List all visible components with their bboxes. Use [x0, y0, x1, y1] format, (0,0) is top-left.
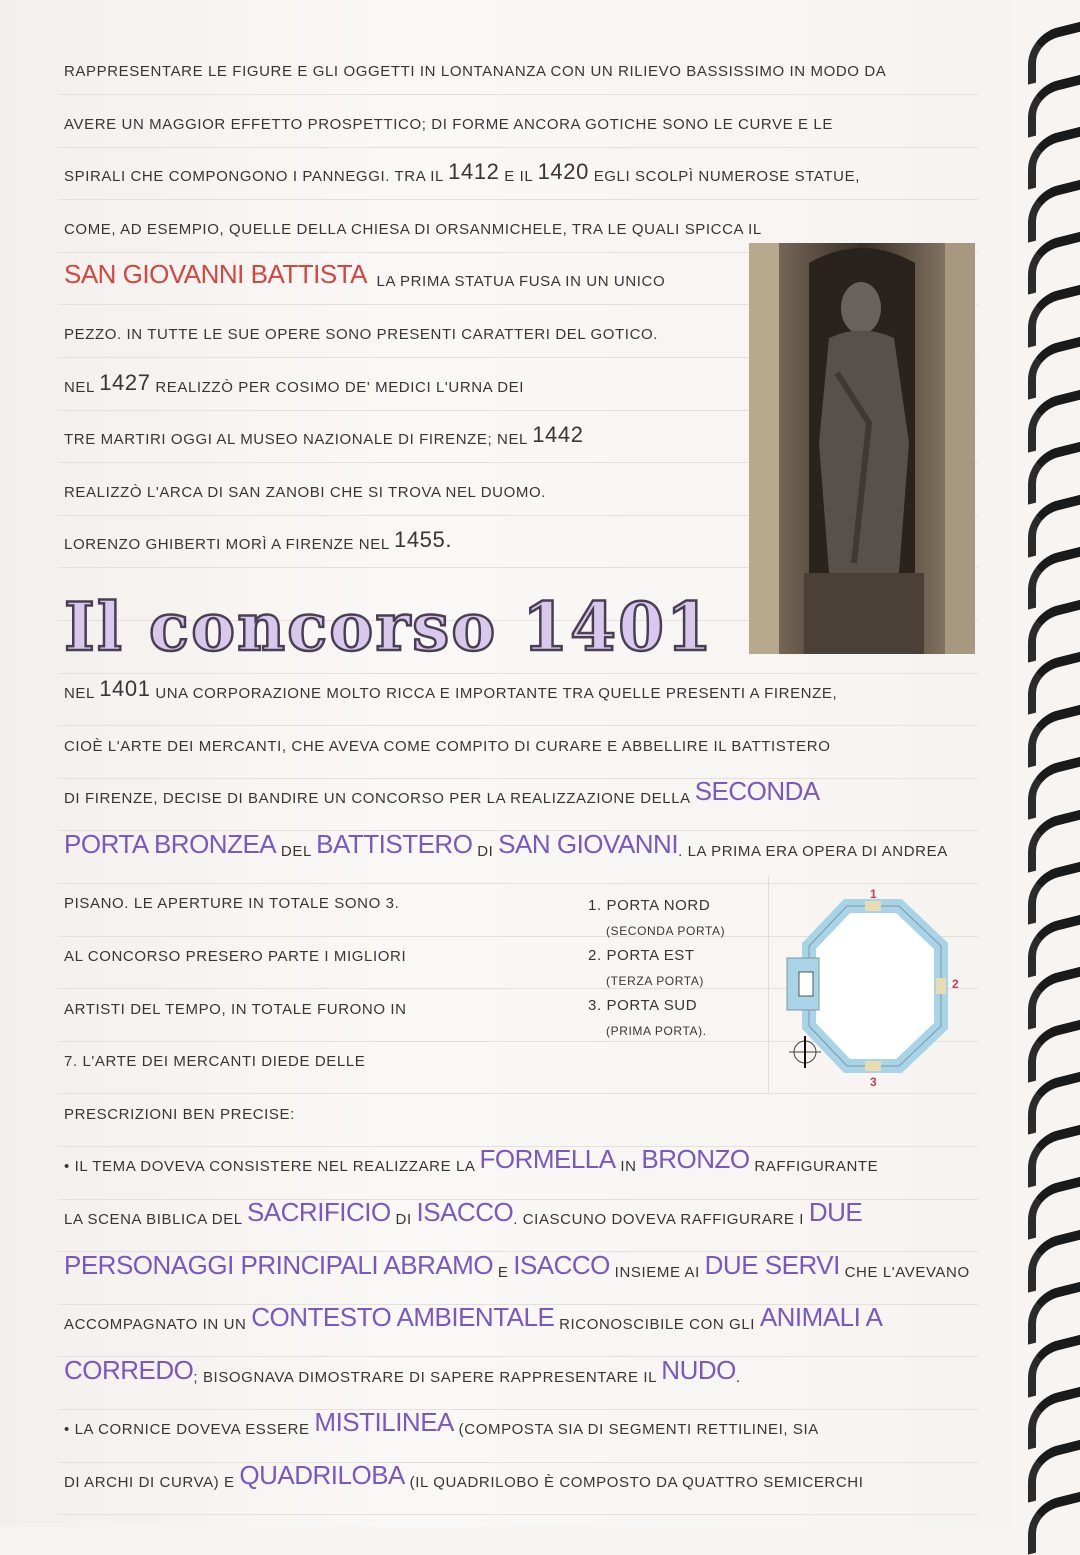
highlighted-term: SACRIFICIO	[246, 1197, 391, 1227]
text-segment: REALIZZÒ PER COSIMO DE' MEDICI L'URNA DEI	[150, 378, 525, 396]
highlighted-term: QUADRILOBA	[239, 1460, 405, 1490]
highlighted-term: CORREDO	[64, 1354, 194, 1385]
highlighted-term: ANIMALI A	[759, 1302, 883, 1333]
text-line	[64, 1188, 862, 1228]
highlighted-term: NUDO	[661, 1354, 736, 1385]
text-line	[64, 513, 452, 553]
highlighted-term: DUE	[808, 1197, 863, 1227]
text-segment: RICONOSCIBILE CON GLI	[554, 1316, 760, 1334]
text-segment: 1412	[448, 159, 500, 185]
doors-legend	[588, 893, 725, 1043]
text-line	[64, 198, 762, 238]
plan-label-2: 2	[952, 977, 959, 991]
text-segment: SPIRALI CHE COMPONGONO I PANNEGGI. TRA IL	[64, 168, 449, 186]
legend-sub-1: (SECONDA PORTA)	[606, 924, 726, 938]
text-line	[64, 1241, 970, 1281]
text-line	[64, 662, 837, 702]
text-segment: 7. L'ARTE DEI MERCANTI DIEDE DELLE	[64, 1053, 366, 1071]
text-line	[64, 1083, 295, 1123]
text-segment: DEL	[276, 842, 317, 860]
legend-item-1: 1. PORTA NORD	[588, 897, 711, 914]
legend-item-3: 3. PORTA SUD	[588, 997, 698, 1014]
legend-sub-3: (PRIMA PORTA).	[606, 1024, 707, 1038]
text-line	[64, 356, 524, 396]
plan-label-1: 1	[870, 887, 877, 901]
highlighted-term: CONTESTO AMBIENTALE	[251, 1302, 555, 1333]
text-line	[64, 408, 584, 448]
text-segment: ARTISTI DEL TEMPO, IN TOTALE FURONO IN	[64, 1000, 407, 1018]
octagon-wall	[809, 906, 941, 1066]
text-segment: CHE L'AVEVANO	[839, 1263, 970, 1281]
text-line	[64, 93, 833, 133]
text-segment: DI	[472, 842, 499, 860]
text-segment: LA SCENA BIBLICA DEL	[64, 1211, 247, 1228]
text-segment: LORENZO GHIBERTI MORÌ A FIRENZE NEL	[64, 536, 394, 554]
text-segment: . LA PRIMA ERA OPERA DI ANDREA	[678, 842, 948, 860]
text-segment: • IL TEMA DOVEVA CONSISTERE NEL REALIZZARE LA	[64, 1158, 480, 1176]
text-segment: DI ARCHI DI CURVA) E	[64, 1474, 240, 1491]
highlighted-term: FORMELLA	[479, 1144, 616, 1175]
text-segment: LA PRIMA STATUA FUSA IN UN UNICO	[367, 273, 666, 291]
text-segment: • LA CORNICE DOVEVA ESSERE	[64, 1421, 315, 1439]
text-segment: E	[493, 1263, 514, 1281]
text-segment: COME, AD ESEMPIO, QUELLE DELLA CHIESA DI ORSANMICHELE, TRA LE QUALI SPICCA IL	[64, 220, 762, 238]
text-line	[64, 1346, 741, 1386]
highlighted-term: DUE SERVI	[704, 1249, 840, 1280]
legend-item-2: 2. PORTA EST	[588, 947, 695, 964]
text-segment: E IL	[499, 168, 538, 186]
text-line	[64, 145, 860, 185]
highlighted-term: PERSONAGGI PRINCIPALI ABRAMO	[64, 1249, 494, 1280]
text-line	[64, 1293, 882, 1333]
rule-line	[58, 1514, 978, 1515]
spiral-binding	[1010, 0, 1080, 1527]
text-line	[64, 715, 830, 755]
text-line	[64, 1030, 365, 1070]
text-segment: PISANO. LE APERTURE IN TOTALE SONO 3.	[64, 895, 400, 913]
text-line	[64, 40, 886, 80]
text-segment: 1442	[532, 422, 584, 448]
highlighted-term: MISTILINEA	[314, 1407, 454, 1438]
text-segment: NEL	[64, 378, 100, 396]
san-giovanni-battista-photo	[749, 243, 975, 654]
text-segment: 1427	[99, 369, 151, 395]
highlighted-term: SAN GIOVANNI BATTISTA	[64, 259, 367, 290]
text-line	[64, 767, 820, 807]
section-title: Il concorso 1401	[64, 588, 714, 666]
text-segment: AVERE UN MAGGIOR EFFETTO PROSPETTICO; DI FORME ANCORA GOTICHE SONO LE CURVE E LE	[64, 115, 833, 133]
text-line	[64, 1398, 819, 1438]
highlighted-term: SAN GIOVANNI	[498, 828, 679, 859]
text-segment: EGLI SCOLPÌ NUMEROSE STATUE,	[588, 168, 860, 186]
text-segment: ; BISOGNAVA DIMOSTRARE DI SAPERE RAPPRESENTARE IL	[193, 1368, 662, 1386]
text-segment: REALIZZÒ L'ARCA DI SAN ZANOBI CHE SI TROVA NEL DUOMO.	[64, 483, 546, 501]
highlighted-term: PORTA BRONZEA	[64, 828, 277, 859]
text-line	[64, 250, 665, 290]
highlighted-term: BRONZO	[641, 1144, 750, 1175]
text-segment: RAPPRESENTARE LE FIGURE E GLI OGGETTI IN LONTANANZA CON UN RILIEVO BASSISSIMO IN MODO DA	[64, 63, 887, 80]
text-segment: .	[735, 1368, 741, 1386]
text-segment: IN	[615, 1158, 642, 1176]
text-segment: ACCOMPAGNATO IN UN	[64, 1316, 252, 1334]
text-segment: UNA CORPORAZIONE MOLTO RICCA E IMPORTANTE TRA QUELLE PRESENTI A FIRENZE,	[150, 685, 838, 702]
highlighted-term: ISACCO	[513, 1249, 610, 1280]
text-line	[64, 1135, 878, 1175]
text-segment: 1455.	[394, 527, 453, 553]
text-segment: CIOÈ L'ARTE DEI MERCANTI, CHE AVEVA COME COMPITO DI CURARE E ABBELLIRE IL BATTISTERO	[64, 737, 831, 755]
text-segment: (IL QUADRILOBO È COMPOSTO DA QUATTRO SEMICERCHI	[404, 1474, 864, 1491]
plan-label-3: 3	[870, 1075, 877, 1089]
text-segment: 1420	[537, 159, 589, 185]
highlighted-term: SECONDA	[694, 776, 820, 807]
text-line	[64, 820, 948, 860]
text-segment: DI	[390, 1211, 417, 1228]
text-segment: INSIEME AI	[609, 1263, 705, 1281]
text-segment: AL CONCORSO PRESERO PARTE I MIGLIORI	[64, 948, 407, 965]
text-segment: . CIASCUNO DOVEVA RAFFIGURARE I	[513, 1211, 809, 1228]
highlighted-term: ISACCO	[416, 1197, 514, 1227]
text-segment: NEL	[64, 685, 100, 702]
highlighted-term: BATTISTERO	[316, 828, 473, 859]
text-segment: DI FIRENZE, DECISE DI BANDIRE UN CONCORSO PER LA REALIZZAZIONE DELLA	[64, 790, 695, 808]
text-segment: TRE MARTIRI OGGI AL MUSEO NAZIONALE DI FIRENZE; NEL	[64, 431, 533, 449]
text-segment: RAFFIGURANTE	[749, 1158, 879, 1176]
text-segment: 1401	[99, 676, 151, 701]
text-line	[64, 925, 406, 965]
text-segment: (COMPOSTA SIA DI SEGMENTI RETTILINEI, SIA	[453, 1421, 819, 1439]
text-line	[64, 978, 407, 1018]
text-line	[64, 461, 546, 501]
legend-sub-2: (TERZA PORTA)	[606, 974, 705, 988]
text-segment: PEZZO. IN TUTTE LE SUE OPERE SONO PRESENTI CARATTERI DEL GOTICO.	[64, 326, 659, 343]
binding-ring	[1028, 21, 1080, 84]
text-line	[64, 872, 399, 912]
text-line	[64, 303, 658, 343]
text-segment: PRESCRIZIONI BEN PRECISE:	[64, 1105, 295, 1123]
baptistery-floor-plan	[768, 876, 976, 1094]
text-line	[64, 1451, 863, 1491]
